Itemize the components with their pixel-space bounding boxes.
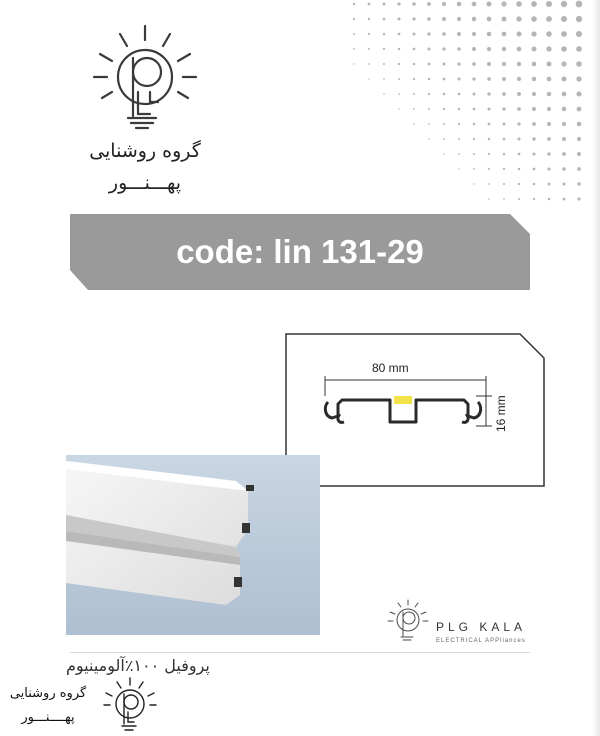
halftone-dot — [532, 92, 536, 96]
halftone-dot — [487, 17, 492, 22]
halftone-dot — [518, 168, 521, 171]
halftone-dot — [488, 138, 491, 141]
halftone-dot — [533, 183, 536, 186]
halftone-dot — [353, 33, 355, 35]
halftone-dot — [458, 153, 460, 155]
halftone-dot — [576, 61, 582, 67]
halftone-dot — [443, 93, 446, 96]
halftone-dot — [383, 33, 386, 36]
halftone-dot — [413, 93, 415, 95]
halftone-dot — [488, 198, 489, 199]
halftone-dot — [561, 61, 566, 66]
halftone-dot — [488, 153, 490, 155]
halftone-dot — [502, 107, 505, 110]
halftone-dot — [562, 137, 566, 141]
halftone-dot — [398, 63, 400, 65]
halftone-dot — [547, 62, 552, 67]
halftone-dot — [427, 17, 431, 21]
halftone-dot — [562, 77, 567, 82]
halftone-dot — [517, 47, 522, 52]
halftone-dot — [562, 167, 565, 170]
halftone-dot — [382, 2, 385, 5]
halftone-dot — [442, 17, 446, 21]
halftone-dot — [413, 78, 415, 80]
halftone-dot — [503, 168, 505, 170]
halftone-dot — [532, 77, 536, 81]
halftone-dot — [472, 17, 476, 21]
halftone-dot — [443, 138, 445, 140]
halftone-dot — [517, 32, 522, 37]
halftone-dot — [442, 32, 446, 36]
halftone-dot — [473, 153, 475, 155]
plg-brand-name: PLG KALA — [436, 620, 527, 634]
halftone-dot — [457, 47, 461, 51]
halftone-dot — [577, 137, 581, 141]
halftone-dot — [547, 137, 551, 141]
halftone-dot — [353, 63, 354, 64]
footer-brand-line2: پهــــنـــور — [21, 710, 75, 725]
halftone-dot — [577, 107, 582, 112]
halftone-dot — [473, 123, 476, 126]
halftone-dot — [353, 18, 355, 20]
halftone-dot — [517, 137, 520, 140]
halftone-dot — [413, 123, 414, 124]
halftone-dot — [488, 183, 490, 185]
halftone-dot — [472, 2, 477, 7]
halftone-dot — [577, 122, 581, 126]
halftone-dot — [427, 47, 430, 50]
halftone-dot — [353, 48, 355, 50]
halftone-dot — [532, 122, 536, 126]
halftone-dot — [561, 31, 567, 37]
halftone-dot — [533, 168, 536, 171]
halftone-dot — [443, 123, 445, 125]
halftone-dot — [472, 32, 476, 36]
halftone-dot — [518, 183, 520, 185]
halftone-dot — [517, 107, 521, 111]
halftone-dot — [383, 63, 385, 65]
halftone-dot — [458, 138, 460, 140]
brand-name-line2: پهـــنـــور — [108, 172, 182, 194]
halftone-dot — [413, 48, 416, 51]
halftone-dot — [516, 1, 522, 7]
halftone-dot — [487, 77, 491, 81]
halftone-dot — [368, 3, 371, 6]
halftone-dot — [547, 167, 550, 170]
footer-bulb-logo-icon — [102, 676, 158, 732]
halftone-dot — [502, 62, 506, 66]
halftone-dot — [472, 62, 476, 66]
halftone-dot — [488, 168, 490, 170]
halftone-dot — [562, 122, 566, 126]
halftone-dot — [368, 63, 370, 65]
halftone-dot — [517, 92, 521, 96]
halftone-dot — [532, 62, 537, 67]
lightbulb-logo-icon — [90, 22, 200, 132]
halftone-dot — [473, 168, 475, 170]
halftone-dot — [532, 47, 537, 52]
halftone-dot — [576, 16, 582, 22]
halftone-dot — [428, 63, 431, 66]
halftone-dot — [428, 93, 430, 95]
plg-brand-subtitle: ELECTRICAL APPliances — [436, 638, 526, 644]
halftone-dot — [412, 2, 416, 6]
halftone-dot — [577, 152, 581, 156]
halftone-dot — [562, 107, 566, 111]
halftone-dot — [368, 18, 370, 20]
halftone-dot — [501, 1, 506, 6]
halftone-dot — [458, 123, 460, 125]
halftone-dot — [398, 93, 400, 95]
halftone-dot — [428, 78, 431, 81]
halftone-dot — [472, 47, 476, 51]
halftone-dot — [398, 48, 401, 51]
halftone-dot — [383, 93, 384, 94]
halftone-dot — [428, 138, 429, 139]
halftone-dot — [428, 108, 430, 110]
halftone-dot — [487, 32, 491, 36]
halftone-dot — [457, 2, 461, 6]
halftone-dot — [502, 92, 506, 96]
halftone-dot — [547, 122, 551, 126]
halftone-dot — [368, 78, 369, 79]
halftone-dot — [563, 198, 566, 201]
halftone-dot — [457, 17, 461, 21]
halftone-dot — [547, 107, 551, 111]
halftone-dot — [577, 182, 580, 185]
page-edge-shadow — [592, 0, 600, 736]
halftone-dot — [487, 62, 491, 66]
halftone-dot — [502, 77, 506, 81]
halftone-dot — [547, 77, 552, 82]
halftone-dot — [576, 46, 582, 52]
halftone-dot — [516, 16, 521, 21]
halftone-dot — [487, 2, 492, 7]
halftone-dot — [458, 108, 461, 111]
halftone-dot — [397, 17, 400, 20]
product-code: code: lin 131-29 — [176, 233, 424, 270]
halftone-dot — [398, 108, 399, 109]
divider-line — [70, 652, 530, 653]
halftone-dot — [546, 31, 552, 37]
halftone-dot — [398, 33, 401, 36]
halftone-dot — [561, 1, 567, 7]
halftone-dot — [502, 17, 507, 22]
halftone-dot — [458, 168, 459, 169]
halftone-dot — [546, 46, 551, 51]
halftone-dots — [350, 0, 590, 210]
halftone-dot — [562, 152, 566, 156]
halftone-dot — [443, 108, 445, 110]
halftone-dot — [503, 183, 505, 185]
halftone-dot — [548, 198, 551, 201]
halftone-dot — [458, 93, 461, 96]
halftone-dot — [443, 153, 444, 154]
halftone-dot — [442, 62, 445, 65]
halftone-dot — [531, 1, 537, 7]
halftone-dot — [397, 2, 400, 5]
halftone-dot — [576, 1, 583, 8]
halftone-dot — [473, 108, 476, 111]
halftone-dot — [487, 107, 490, 110]
halftone-dot — [502, 122, 505, 125]
halftone-dot — [503, 153, 506, 156]
halftone-dot — [383, 18, 386, 21]
halftone-dot — [442, 2, 446, 6]
halftone-dot — [517, 62, 521, 66]
halftone-dot — [502, 32, 507, 37]
halftone-dot — [442, 47, 445, 50]
profile-technical-drawing — [280, 330, 550, 490]
halftone-dot — [472, 77, 475, 80]
width-dimension-label: 80 mm — [372, 361, 409, 375]
halftone-dot — [473, 138, 475, 140]
halftone-dot — [413, 63, 416, 66]
halftone-dot — [353, 3, 355, 5]
halftone-dot — [383, 78, 385, 80]
halftone-dot — [562, 92, 567, 97]
halftone-dot — [368, 48, 370, 50]
halftone-dot — [576, 31, 582, 37]
halftone-dot — [548, 183, 551, 186]
brand-name-line1: گروه روشنایی — [89, 140, 201, 162]
halftone-dot — [532, 137, 535, 140]
product-caption: پروفیل ۱۰۰٪آلومینیوم — [66, 656, 210, 675]
height-dimension-label: 16 mm — [494, 395, 508, 432]
halftone-dot — [576, 91, 581, 96]
halftone-dot — [518, 198, 520, 200]
halftone-dot — [368, 33, 370, 35]
halftone-dot — [531, 31, 536, 36]
halftone-dot — [546, 16, 552, 22]
halftone-dot — [562, 182, 565, 185]
halftone-dot — [502, 47, 506, 51]
footer-brand-line1: گروه روشنایی — [9, 686, 87, 701]
halftone-dot — [457, 32, 461, 36]
halftone-dot — [472, 92, 475, 95]
halftone-dot — [413, 108, 415, 110]
halftone-dot — [383, 48, 385, 50]
halftone-dot — [427, 32, 430, 35]
halftone-dot — [443, 78, 446, 81]
halftone-dot — [576, 76, 581, 81]
halftone-dot — [577, 197, 580, 200]
halftone-dot — [517, 77, 521, 81]
halftone-dot — [428, 123, 430, 125]
halftone-dot — [531, 16, 537, 22]
halftone-dot — [517, 122, 520, 125]
halftone-dot — [488, 123, 491, 126]
halftone-dot — [503, 138, 506, 141]
halftone-dot — [561, 16, 567, 22]
plg-bulb-logo-icon — [386, 598, 430, 642]
halftone-dot — [457, 77, 460, 80]
halftone-dot — [398, 78, 400, 80]
halftone-dot — [473, 183, 474, 184]
halftone-dot — [532, 152, 535, 155]
halftone-dot — [561, 46, 567, 52]
halftone-dot — [427, 2, 431, 6]
halftone-dot — [518, 153, 521, 156]
profile-product-photo — [66, 455, 320, 635]
halftone-dot — [412, 32, 415, 35]
halftone-dot — [487, 92, 490, 95]
halftone-dot — [503, 198, 505, 200]
halftone-dot — [412, 17, 415, 20]
halftone-dot — [547, 152, 550, 155]
halftone-dot — [532, 107, 536, 111]
halftone-dot — [546, 1, 552, 7]
halftone-dot — [457, 62, 460, 65]
halftone-dot — [547, 92, 551, 96]
halftone-dot — [487, 47, 491, 51]
halftone-dot — [533, 198, 535, 200]
halftone-dot — [577, 167, 581, 171]
